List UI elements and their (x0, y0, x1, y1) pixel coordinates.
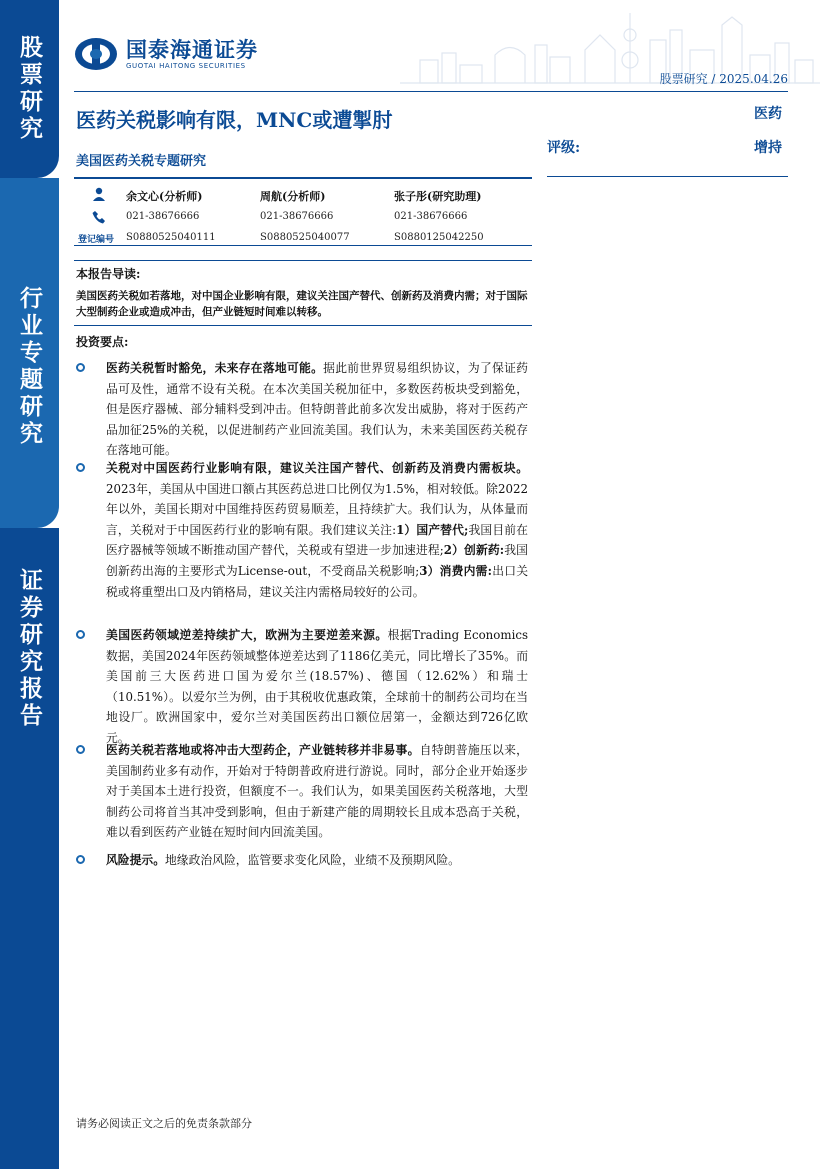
logo-text-en: GUOTAI HAITONG SECURITIES (126, 61, 246, 70)
investment-heading: 投资要点: (76, 335, 129, 349)
bullet-sub-lead: 1）国产替代; (396, 522, 469, 537)
analyst-name: 余文心(分析师) (126, 190, 203, 203)
analyst-box-top-rule (74, 177, 532, 179)
bullet-text (106, 850, 528, 871)
page-subtitle: 美国医药关税专题研究 (76, 154, 207, 169)
header-divider (74, 91, 788, 92)
doc-type-date: 股票研究 / 2025.04.26 (659, 72, 788, 86)
analyst-box (74, 177, 532, 247)
bullet-lead: 医药关税若落地或将冲击大型药企，产业链转移并非易事。 (106, 743, 420, 757)
phone-icon (92, 210, 106, 224)
analyst-reg: S0880525040111 (126, 232, 216, 243)
bullet-icon (76, 855, 85, 864)
company-logo (74, 37, 258, 71)
bullet-lead: 风险提示。 (106, 853, 165, 867)
page-title: 医药关税影响有限，MNC或遭掣肘 (76, 108, 393, 132)
bullet-icon (76, 463, 85, 472)
bullet-body: 自特朗普施压以来，美国制药业多有动作，开始对于特朗普政府进行游说。同时，部分企业开始逐步对于美国本土进行投资，但额度不一。我们认为，如果美国医药关税落地，大型制药公司将首当其冲受到影响，但由于新建产能的周期较长且成本恐高于关税，难以看到医药产业链在短时间内回流美国。 (106, 743, 528, 840)
bullet-text (106, 458, 528, 602)
bullet-text (106, 358, 528, 461)
rating-value: 增持 (754, 140, 782, 156)
rating-label: 评级: (547, 140, 581, 156)
sidebar-industry-research: 行业专题研究 (0, 178, 59, 528)
rating-divider (547, 176, 788, 177)
sidebar-securities-report: 证券研究报告 (0, 528, 59, 1169)
bullet-body: 2023年，美国从中国进口额占其医药总进口比例仅为1.5%，相对较低。除2022年以外，美国长期对中国维持医药贸易顺差，且持续扩大。我们认为，从体量而言，关税对于中国医药行业的影响有限。我们建议关注: (106, 481, 528, 537)
bullet-point (76, 740, 528, 843)
bullet-body: 据此前世界贸易组织协议，为了保证药品可及性，通常不设有关税。在本次美国关税加征中，多数医药板块受到豁免，但是医疗器械、部分辅料受到冲击。但特朗普此前多次发出威胁，将对于医药产品加征25%的关税，以促进制药产业回流美国。我们认为，未来美国医药关税存在落地可能。 (106, 361, 528, 458)
logo-text-cn: 国泰海通证券 (126, 37, 258, 62)
bullet-body: 根据Trading Economics数据，美国2024年医药领域整体逆差达到了1186亿美元，同比增长了35%。而美国前三大医药进口国为爱尔兰(18.57%)、德国（12.62%）和瑞士（10.51%）。以爱尔兰为例，由于其税收优惠政策，全球前十的制药公司均在当地设厂。欧洲国家中，爱尔兰对美国医药出口额位居第一，金额达到726亿欧元。 (106, 628, 529, 745)
bullet-lead: 医药关税暂时豁免，未来存在落地可能。 (106, 361, 324, 375)
bullet-icon (76, 363, 85, 372)
analyst-name: 周航(分析师) (260, 190, 326, 203)
logo-icon (74, 37, 118, 71)
guide-bottom-rule (74, 325, 532, 326)
bullet-sub-lead: 3）消费内需: (419, 563, 493, 578)
sidebar-stock-research: 股票研究 (0, 0, 59, 178)
bullet-body: 地缘政治风险，监管要求变化风险，业绩不及预期风险。 (165, 853, 460, 867)
guide-body: 美国医药关税如若落地，对中国企业影响有限，建议关注国产替代、创新药及消费内需；对于国际大型制药企业或造成冲击，但产业链短时间难以转移。 (76, 290, 528, 318)
sidebar (0, 0, 59, 1169)
analyst-phone: 021-38676666 (260, 211, 334, 222)
bullet-sub-body: 我国创新药出海的主要形式为License-out，不受商品关税影响; (106, 543, 528, 578)
bullet-sub-lead: 2）创新药: (443, 543, 505, 558)
bullet-text (106, 625, 528, 749)
analyst-phone: 021-38676666 (394, 211, 468, 222)
guide-heading: 本报告导读: (76, 267, 141, 281)
bullet-sub-body: 出口关税或将重塑出口及内销格局，建议关注内需格局较好的公司。 (106, 563, 528, 599)
bullet-point (76, 850, 528, 871)
analyst-phone: 021-38676666 (126, 211, 200, 222)
disclaimer-footer: 请务必阅读正文之后的免责条款部分 (76, 1117, 252, 1130)
person-icon (92, 187, 106, 201)
bullet-point (76, 358, 528, 461)
analyst-name: 张子彤(研究助理) (394, 190, 482, 203)
bullet-lead: 美国医药领域逆差持续扩大，欧洲为主要逆差来源。 (106, 628, 388, 642)
bullet-point (76, 625, 528, 749)
sector-label: 医药 (754, 106, 782, 122)
bullet-point (76, 458, 528, 602)
bullet-sub-body: 我国目前在医疗器械等领域不断推动国产替代，关税或有望进一步加速进程; (106, 522, 528, 558)
bullet-lead: 关税对中国医药行业影响有限，建议关注国产替代、创新药及消费内需板块。 (106, 461, 528, 475)
analyst-reg: S0880125042250 (394, 232, 484, 243)
guide-top-rule (74, 260, 532, 261)
registration-label: 登记编号 (78, 235, 115, 245)
analyst-reg: S0880525040077 (260, 232, 350, 243)
bullet-icon (76, 630, 85, 639)
bullet-icon (76, 745, 85, 754)
analyst-box-bottom-rule (74, 245, 532, 246)
bullet-text (106, 740, 528, 843)
